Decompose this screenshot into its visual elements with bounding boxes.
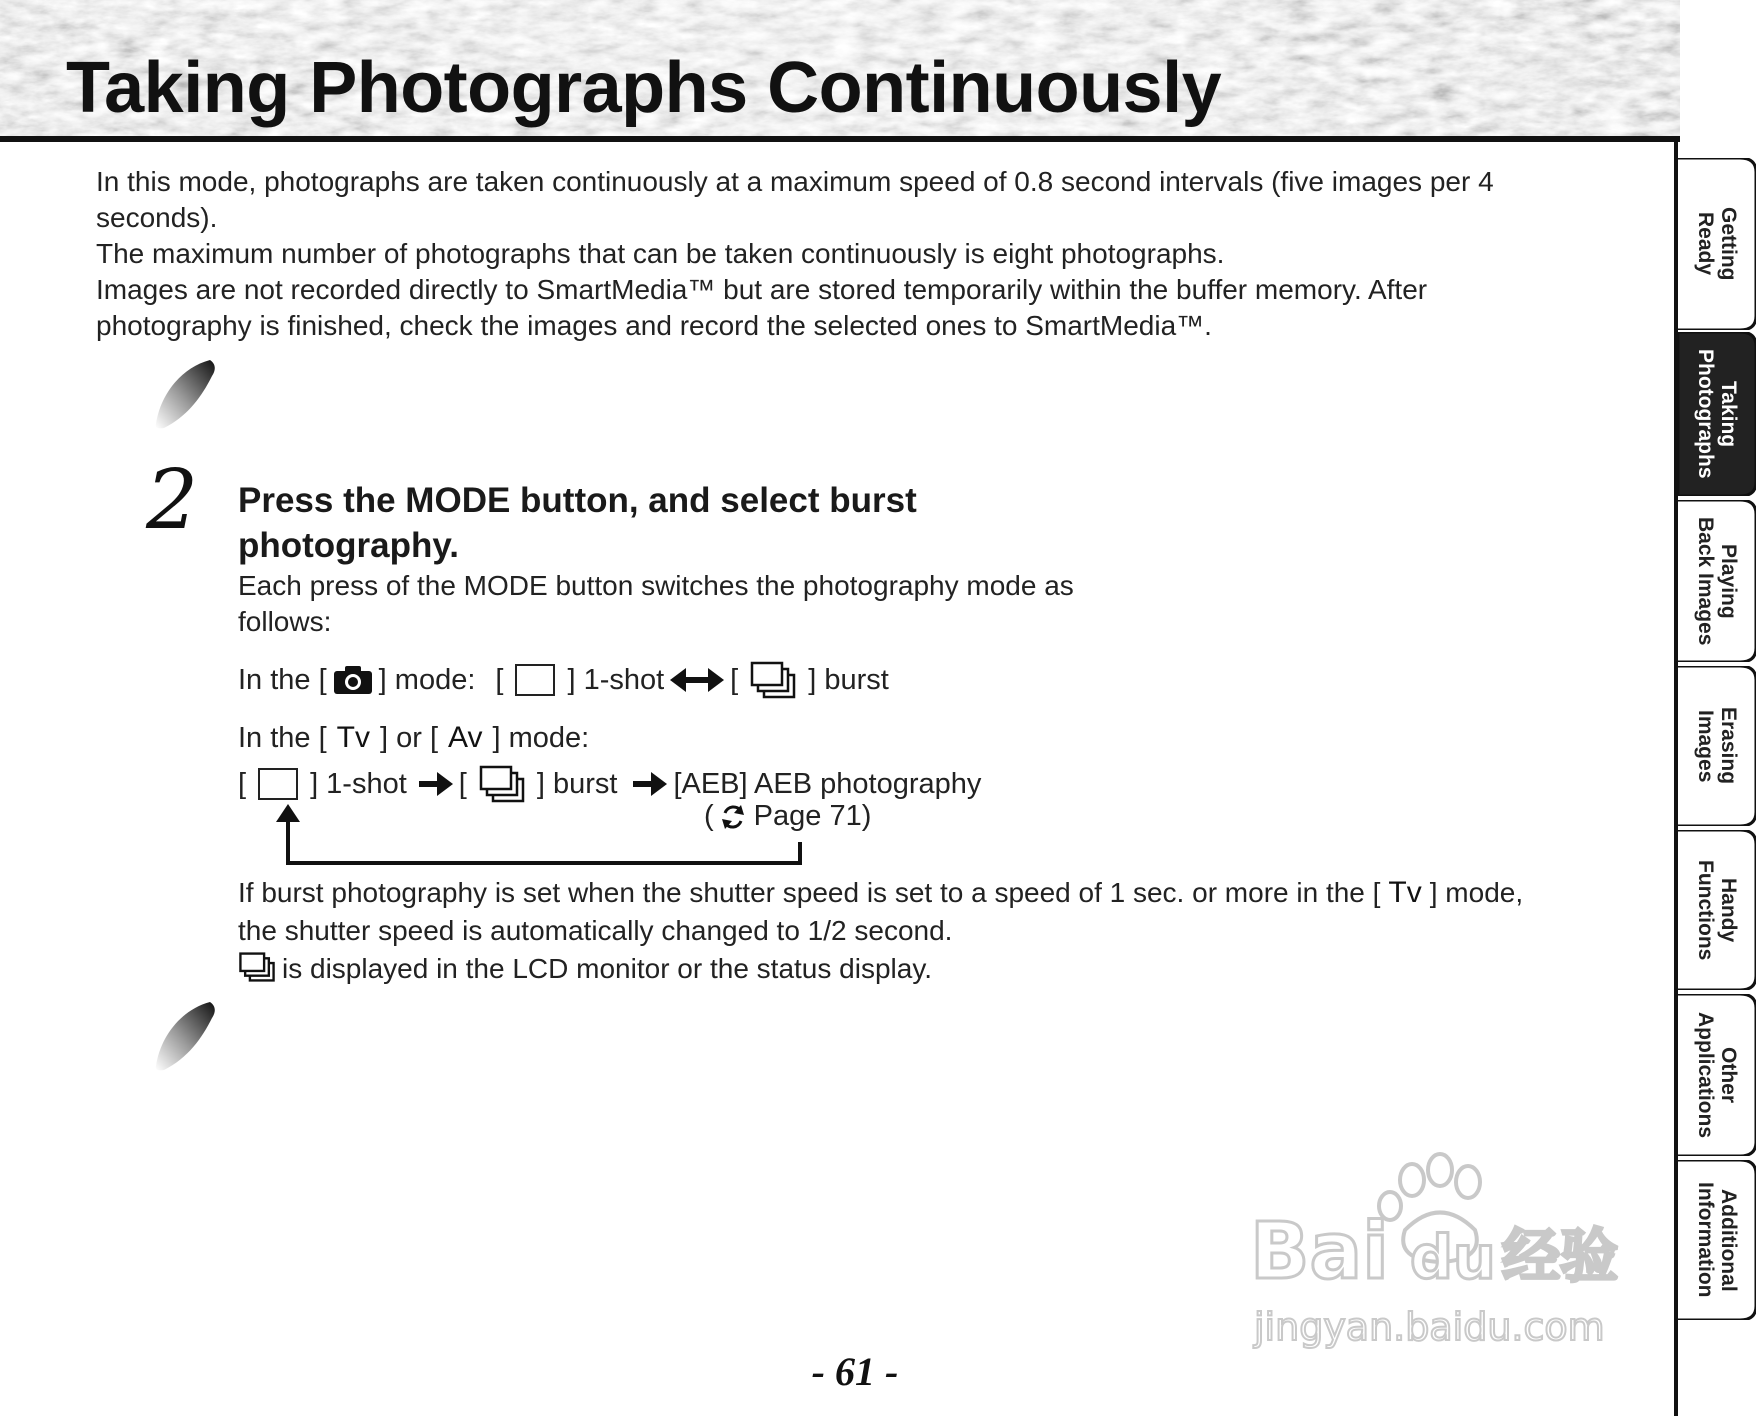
burst-icon xyxy=(479,765,525,803)
single-shot-icon xyxy=(515,664,555,696)
header-rule xyxy=(0,136,1680,142)
row-text: ] or [ xyxy=(380,721,439,754)
tab-label-wrap xyxy=(1678,1160,1756,1320)
svg-text:du: du xyxy=(1410,1223,1496,1293)
burst-icon xyxy=(750,661,796,699)
tab-other-applications[interactable] xyxy=(1678,994,1756,1156)
row-text: In the [ xyxy=(238,663,327,696)
intro-paragraph xyxy=(96,164,1656,344)
row-text: In the [ xyxy=(238,721,327,754)
tv-mode-label: Tv xyxy=(336,721,370,754)
tab-playing-back-images[interactable] xyxy=(1678,500,1756,662)
step-2-title: Press the MODE button, and select burst photography. xyxy=(238,481,917,565)
tab-label: Erasing Images xyxy=(1694,707,1740,785)
single-shot-icon xyxy=(258,768,298,800)
tab-label-wrap xyxy=(1678,830,1756,990)
tab-taking-photographs[interactable] xyxy=(1678,332,1756,496)
note-line xyxy=(238,950,1658,988)
tab-label: Other Applications xyxy=(1694,1011,1740,1138)
tab-label: Taking Photographs xyxy=(1694,349,1740,479)
double-arrow-icon xyxy=(670,665,724,695)
step-2-number: 2 xyxy=(146,453,199,548)
intro-line: Images are not recorded directly to SmartMedia™ but are stored temporarily within the buffer memory. After xyxy=(96,274,1428,305)
svg-text:jingyan.baidu.com: jingyan.baidu.com xyxy=(1254,1305,1605,1349)
arrow-right-icon xyxy=(633,770,667,798)
row-text: ] mode: xyxy=(492,721,590,754)
row-text: ] 1-shot xyxy=(310,767,407,800)
intro-line: The maximum number of photographs that can be taken continuously is eight photographs. xyxy=(96,238,1225,269)
step-1-marker-icon xyxy=(150,358,218,430)
row-text: [ xyxy=(458,767,467,800)
baidu-watermark-image xyxy=(1240,1150,1660,1350)
note-text: is displayed in the LCD monitor or the status display. xyxy=(282,953,933,984)
aeb-label: [AEB] AEB photography xyxy=(673,767,982,800)
mode-row-camera xyxy=(238,658,889,702)
row-text: ] mode: xyxy=(378,663,476,696)
note-text: ] mode, xyxy=(1429,877,1524,908)
av-mode-label: Av xyxy=(448,721,483,754)
step-2-description: Each press of the MODE button switches the photography mode as follows: xyxy=(238,570,1074,637)
page-title: Taking Photographs Continuously xyxy=(66,48,1222,128)
tab-getting-ready[interactable] xyxy=(1678,158,1756,330)
svg-text:经验: 经验 xyxy=(1502,1222,1619,1290)
loop-back-arrow-icon xyxy=(270,804,806,866)
tab-label-wrap xyxy=(1678,666,1756,826)
tab-label-wrap xyxy=(1678,332,1756,496)
tab-additional-information[interactable] xyxy=(1678,1160,1756,1320)
page-number: - 61 - xyxy=(811,1349,899,1394)
intro-line: photography is finished, check the images and record the selected ones to SmartMedia™. xyxy=(96,310,1212,341)
row-text: [ xyxy=(238,767,247,800)
row-text: Page 71) xyxy=(753,800,872,832)
intro-line: In this mode, photographs are taken continuously at a maximum speed of 0.8 second intervals (five images per 4 xyxy=(96,166,1494,197)
row-text: ] burst xyxy=(536,767,618,800)
burst-icon xyxy=(238,952,276,982)
tab-handy-functions[interactable] xyxy=(1678,830,1756,990)
intro-line: seconds). xyxy=(96,202,218,233)
burst-note xyxy=(238,874,1658,988)
camera-icon xyxy=(333,665,373,695)
tab-label-wrap xyxy=(1678,994,1756,1156)
tab-label: Getting Ready xyxy=(1694,207,1740,281)
tab-erasing-images[interactable] xyxy=(1678,666,1756,826)
tab-label-wrap xyxy=(1678,158,1756,330)
arrow-right-icon xyxy=(419,770,453,798)
row-text: ] burst xyxy=(808,663,889,696)
row-text: ( xyxy=(704,800,714,832)
step-3-marker-icon xyxy=(150,1000,218,1072)
row-text: [ xyxy=(730,663,739,696)
page-header xyxy=(0,0,1680,142)
svg-text:Bai: Bai xyxy=(1250,1207,1389,1297)
row-text: [ xyxy=(495,663,504,696)
tab-label: Additional Information xyxy=(1694,1182,1740,1298)
tv-mode-label: Tv xyxy=(1388,876,1422,909)
tab-label-wrap xyxy=(1678,500,1756,662)
tab-label: Handy Functions xyxy=(1694,859,1740,961)
note-line xyxy=(238,874,1658,912)
mode-row-tv-av xyxy=(238,716,589,760)
note-text: If burst photography is set when the shutter speed is set to a speed of 1 sec. or more in the [ xyxy=(238,877,1381,908)
row-text: ] 1-shot xyxy=(567,663,665,696)
tab-label: Playing Back Images xyxy=(1694,516,1740,646)
note-line: the shutter speed is automatically changed to 1/2 second. xyxy=(238,915,953,946)
